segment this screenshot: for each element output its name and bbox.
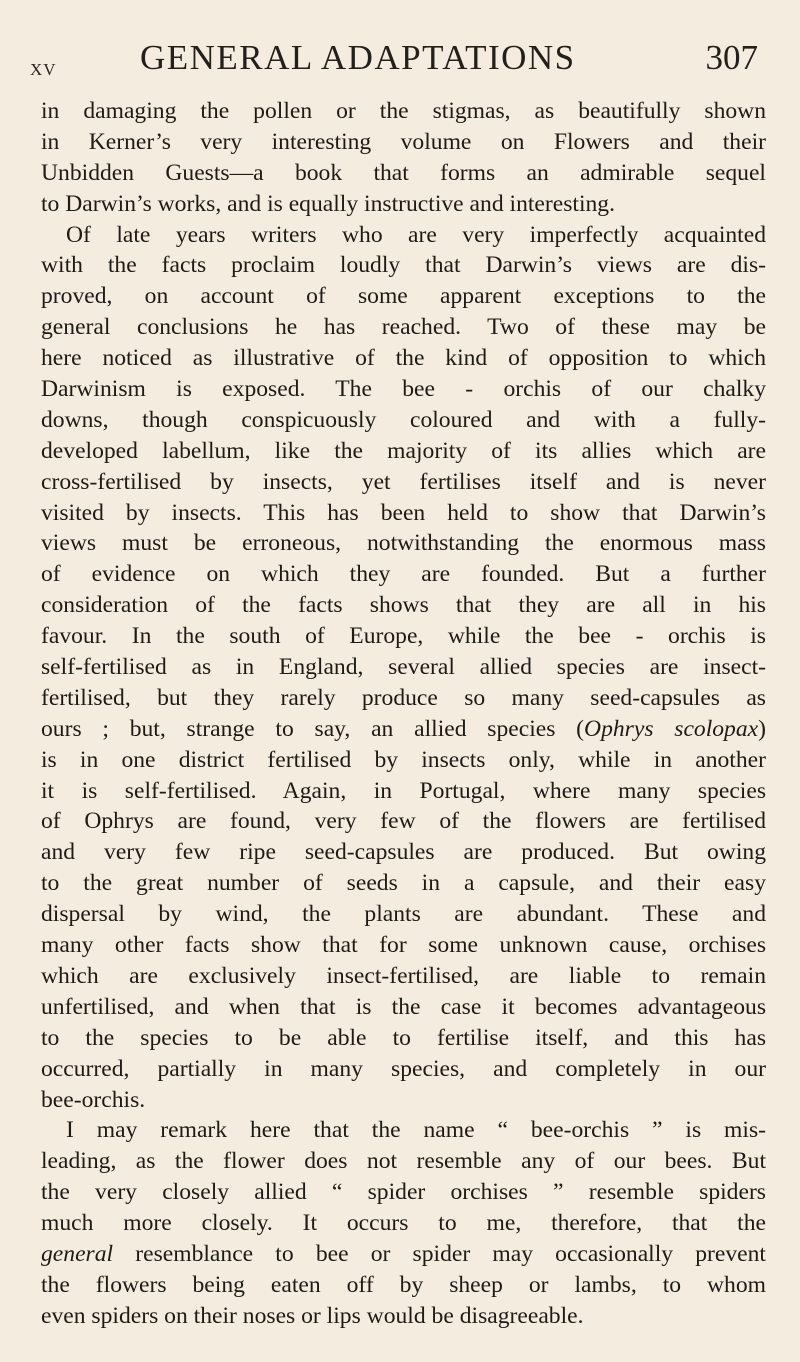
text-line: self-fertilised as in England, several allied species are insect- (41, 654, 766, 681)
text-line: proved, on account of some apparent exceptions to the (41, 283, 766, 310)
text-line: bee-orchis. (41, 1086, 146, 1113)
text-segment: resemblance to bee or spider may occasionally prevent (113, 1240, 766, 1267)
text-line: favour. In the south of Europe, while the bee - orchis is (41, 623, 766, 650)
text-line: is in one district fertilised by insects only, while in another (41, 746, 766, 773)
chapter-number: XV (30, 60, 57, 79)
text-line: downs, though conspicuously coloured and with a fully- (41, 406, 766, 433)
text-line: which are exclusively insect-fertilised, are liable to remain (41, 962, 766, 989)
text-line: of Ophrys are found, very few of the flowers are fertilised (41, 808, 766, 835)
text-line: Unbidden Guests—a book that forms an admirable sequel (41, 159, 766, 186)
text-line: consideration of the facts shows that they are all in his (41, 592, 766, 619)
text-line: many other facts show that for some unknown cause, orchises (41, 932, 766, 959)
text-line: visited by insects. This has been held to show that Darwin’s (41, 499, 766, 526)
text-line: the very closely allied “ spider orchises ” resemble spiders (41, 1179, 766, 1206)
text-line (41, 1239, 766, 1270)
text-line: the flowers being eaten off by sheep or lambs, to whom (41, 1271, 766, 1298)
text-line: cross-fertilised by insects, yet fertilises itself and is never (41, 468, 766, 495)
text-line: much more closely. It occurs to me, therefore, that the (41, 1210, 766, 1237)
italic-term: general (41, 1240, 114, 1267)
text-line: even spiders on their noses or lips would be disagreeable. (41, 1302, 584, 1329)
text-line: Of late years writers who are very imperfectly acquainted (66, 221, 766, 248)
text-line: occurred, partially in many species, and completely in our (41, 1055, 766, 1082)
text-line: to Darwin’s works, and is equally instructive and interesting. (41, 190, 616, 217)
page-number: 307 (705, 38, 758, 77)
text-line: in damaging the pollen or the stigmas, as beautifully shown (41, 98, 766, 124)
text-line: unfertilised, and when that is the case it becomes advantageous (41, 993, 766, 1020)
text-line: here noticed as illustrative of the kind of opposition to which (41, 345, 766, 372)
text-line: Darwinism is exposed. The bee - orchis of our chalky (41, 376, 766, 403)
italic-term: Ophrys scolopax (584, 715, 759, 742)
text-segment: ) (758, 715, 766, 742)
text-line: I may remark here that the name “ bee-orchis ” is mis- (66, 1117, 766, 1144)
body-text (41, 96, 766, 1332)
text-line: dispersal by wind, the plants are abundant. These and (41, 901, 766, 928)
text-line (41, 714, 766, 745)
text-line: to the species to be able to fertilise itself, and this has (41, 1024, 766, 1051)
text-segment: ours ; but, strange to say, an allied species ( (41, 715, 585, 742)
text-line: in Kerner’s very interesting volume on Flowers and their (41, 128, 766, 155)
text-line: views must be erroneous, notwithstanding the enormous mass (41, 530, 766, 557)
text-line: developed labellum, like the majority of its allies which are (41, 437, 766, 464)
text-line: general conclusions he has reached. Two of these may be (41, 314, 766, 341)
text-line: it is self-fertilised. Again, in Portugal, where many species (41, 777, 766, 804)
running-title: GENERAL ADAPTATIONS (140, 38, 576, 77)
text-line: with the facts proclaim loudly that Darwin’s views are dis- (41, 252, 766, 279)
text-line: leading, as the flower does not resemble any of our bees. But (41, 1148, 766, 1175)
text-line: fertilised, but they rarely produce so many seed-capsules as (41, 684, 766, 711)
running-head (30, 38, 770, 82)
text-line: of evidence on which they are founded. But a further (41, 561, 766, 588)
text-line: and very few ripe seed-capsules are produced. But owing (41, 839, 766, 866)
text-line: to the great number of seeds in a capsule, and their easy (41, 870, 766, 897)
